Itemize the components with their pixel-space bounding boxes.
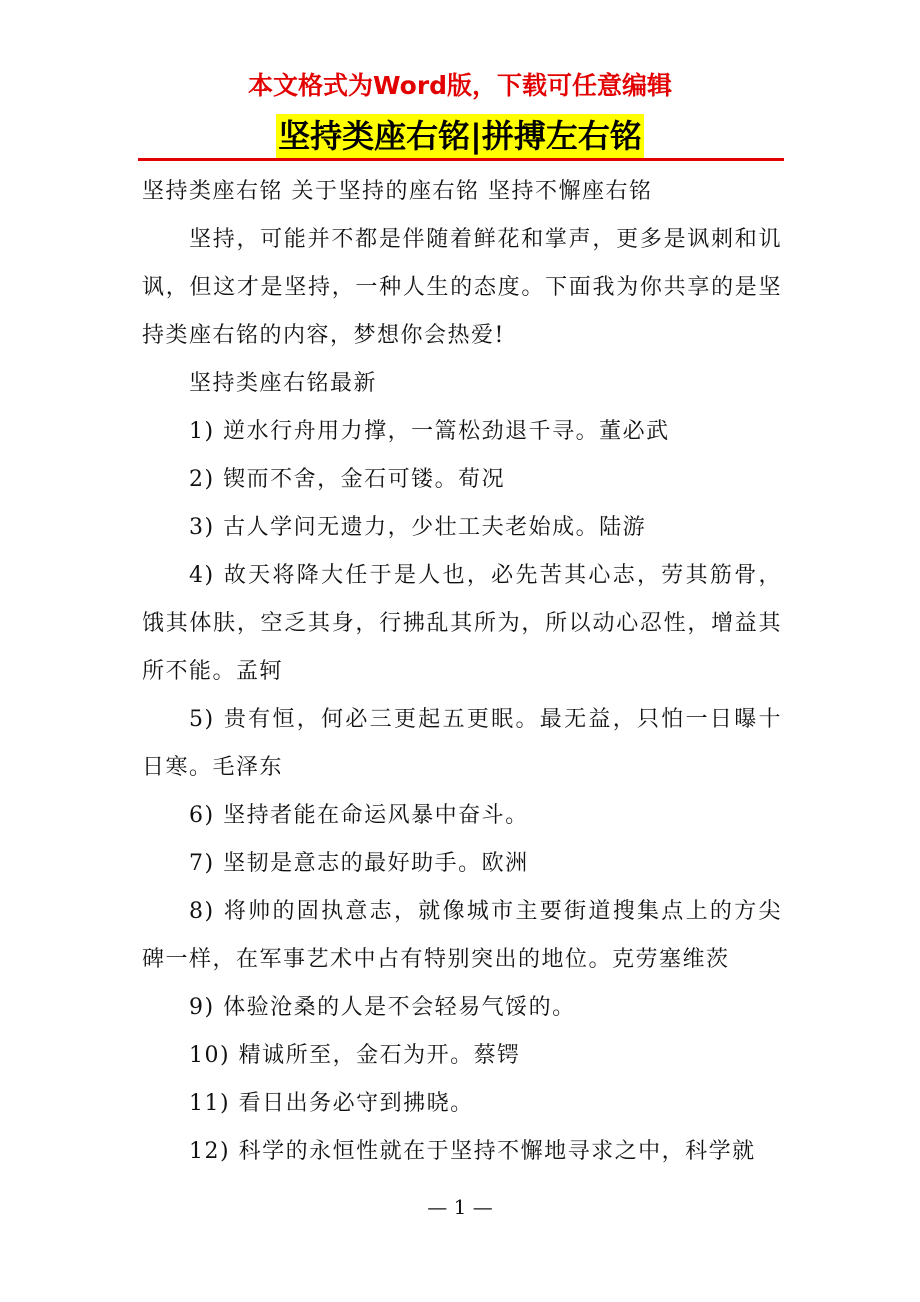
list-item: 9) 体验沧桑的人是不会轻易气馁的。 bbox=[189, 995, 576, 1020]
list-item: 8) 将帅的固执意志，就像城市主要街道搜集点上的方尖碑一样，在军事艺术中占有特别突出的地位。克劳塞维茨 bbox=[142, 899, 782, 972]
list-item: 6) 坚持者能在命运风暴中奋斗。 bbox=[189, 803, 529, 828]
title-container bbox=[0, 114, 920, 158]
format-notice: 本文格式为Word版，下载可任意编辑 bbox=[247, 71, 673, 100]
list-item: 5) 贵有恒，何必三更起五更眠。最无益，只怕一日曝十日寒。毛泽东 bbox=[142, 707, 782, 780]
list-item: 12) 科学的永恒性就在于坚持不懈地寻求之中，科学就 bbox=[189, 1139, 756, 1164]
list-item: 1) 逆水行舟用力撑，一篙松劲退千寻。董必武 bbox=[189, 419, 670, 444]
list-item: 11) 看日出务必守到拂晓。 bbox=[189, 1091, 474, 1116]
list-item: 10) 精诚所至，金石为开。蔡锷 bbox=[189, 1043, 521, 1068]
page-number: — 1 — bbox=[427, 1195, 493, 1219]
document-title: 坚持类座右铭|拼搏左右铭 bbox=[276, 114, 644, 158]
document-body bbox=[142, 168, 782, 1176]
list-item: 7) 坚韧是意志的最好助手。欧洲 bbox=[189, 851, 529, 876]
subtitle-line: 坚持类座右铭 关于坚持的座右铭 坚持不懈座右铭 bbox=[142, 179, 653, 204]
list-item: 4) 故天将降大任于是人也，必先苦其心志，劳其筋骨，饿其体肤，空乏其身，行拂乱其所为，所以动心忍性，增益其所不能。孟轲 bbox=[142, 563, 782, 684]
list-item: 3) 古人学问无遗力，少壮工夫老始成。陆游 bbox=[189, 515, 647, 540]
section-heading: 坚持类座右铭最新 bbox=[189, 371, 378, 396]
intro-paragraph: 坚持，可能并不都是伴随着鲜花和掌声，更多是讽刺和讥讽，但这才是坚持，一种人生的态度。下面我为你共享的是坚持类座右铭的内容，梦想你会热爱! bbox=[142, 227, 782, 348]
list-item: 2) 锲而不舍，金石可镂。荀况 bbox=[189, 467, 506, 492]
header-divider bbox=[138, 158, 784, 161]
